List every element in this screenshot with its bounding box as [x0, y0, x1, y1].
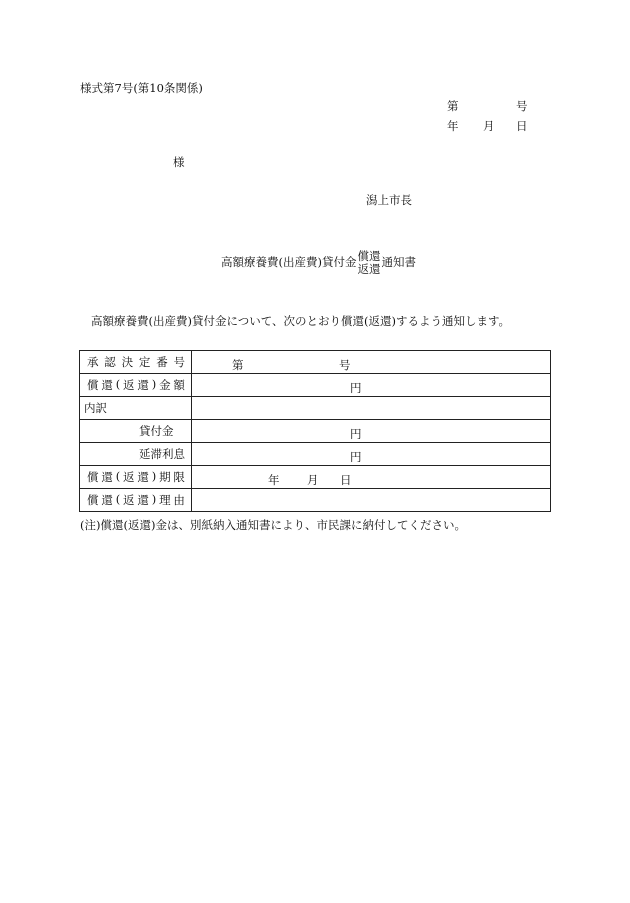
breakdown-value	[192, 397, 551, 420]
title-stacked-terms	[357, 250, 380, 275]
table-row-reason	[80, 489, 551, 512]
date-year-label: 年	[447, 119, 459, 133]
issuer-name: 潟上市長	[366, 193, 412, 207]
title-stack-top: 償還	[357, 249, 381, 263]
intro-text: 高額療養費(出産費)貸付金について、次のとおり償還(返還)するよう通知します。	[91, 314, 511, 328]
loan-label: 貸付金	[80, 420, 192, 443]
amount-unit: 円	[350, 381, 362, 395]
table-row-approval	[80, 351, 551, 374]
deadline-value	[192, 466, 551, 489]
reason-value	[192, 489, 551, 512]
amount-value	[192, 374, 551, 397]
interest-value	[192, 443, 551, 466]
approval-suffix: 号	[339, 358, 351, 372]
loan-unit: 円	[350, 427, 362, 441]
loan-value	[192, 420, 551, 443]
repayment-info-table	[79, 350, 551, 512]
title-stack-bottom: 返還	[357, 261, 381, 276]
deadline-label: 償 還 ( 返 還 ) 期 限	[80, 466, 192, 489]
date-month-label: 月	[483, 119, 495, 133]
title-main: 高額療養費(出産費)貸付金	[221, 254, 357, 269]
amount-label: 償 還 ( 返 還 ) 金 額	[80, 374, 192, 397]
date-day-label: 日	[516, 119, 528, 133]
footnote: (注)償還(返還)金は、別紙納入通知書により、市民課に納付してください。	[80, 518, 466, 532]
table-row-deadline	[80, 466, 551, 489]
table-row-breakdown	[80, 397, 551, 420]
title-suffix: 通知書	[381, 254, 416, 269]
interest-label: 延滞利息	[80, 443, 192, 466]
approval-prefix: 第	[232, 358, 244, 372]
deadline-day: 日	[340, 473, 352, 487]
document-number-suffix: 号	[516, 99, 528, 113]
table-row-amount	[80, 374, 551, 397]
approval-number-label: 承 認 決 定 番 号	[80, 351, 192, 374]
form-number-label: 様式第7号(第10条関係)	[80, 81, 203, 95]
reason-label: 償 還 ( 返 還 ) 理 由	[80, 489, 192, 512]
deadline-year: 年	[268, 473, 280, 487]
breakdown-label: 内訳	[80, 397, 192, 420]
interest-unit: 円	[350, 450, 362, 464]
table-row-interest	[80, 443, 551, 466]
table-row-loan	[80, 420, 551, 443]
approval-number-value	[192, 351, 551, 374]
deadline-month: 月	[307, 473, 319, 487]
document-title	[221, 250, 416, 275]
addressee-honorific: 様	[173, 155, 185, 169]
document-number-prefix: 第	[447, 99, 459, 113]
